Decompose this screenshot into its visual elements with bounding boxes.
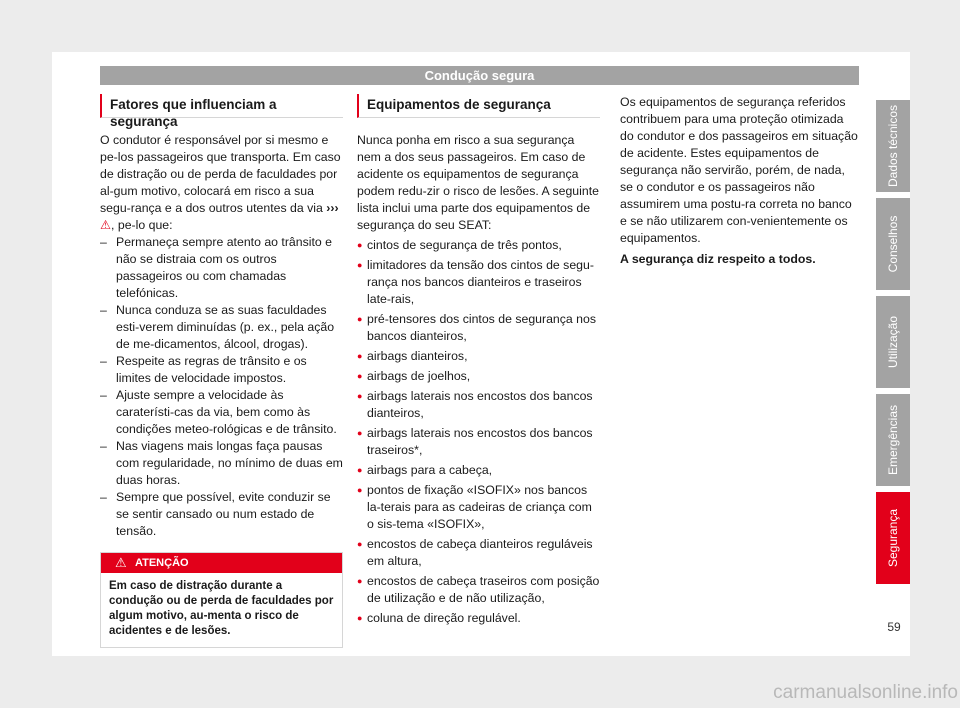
list-item: – Respeite as regras de trânsito e os limites de velocidade impostos. [100, 353, 343, 387]
list-item: – Nas viagens mais longas faça pausas com regularidade, no mínimo de duas em duas horas. [100, 438, 343, 489]
list-item: ● airbags laterais nos encostos dos bancos dianteiros, [357, 388, 600, 422]
section-title: Fatores que influenciam a segurança [100, 94, 343, 118]
warning-text: Em caso de distração durante a condução ou de perda de faculdades por algum motivo, au-menta o risco de acidentes e de lesões. [109, 580, 334, 637]
list-item: ● airbags laterais nos encostos dos bancos traseiros*, [357, 425, 600, 459]
page-header: Condução segura [100, 66, 859, 85]
list-item: – Sempre que possível, evite conduzir se se sentir cansado ou num estado de tensão. [100, 489, 343, 540]
tab-seguranca[interactable]: Segurança [876, 492, 910, 584]
section-title: Equipamentos de segurança [357, 94, 600, 118]
column-middle [357, 94, 600, 627]
page-number: 59 [887, 620, 901, 634]
warning-header: ⚠ ATENÇÃO [101, 553, 342, 573]
equipment-list [357, 237, 600, 627]
chapter-tabs [876, 100, 910, 590]
warning-box [100, 552, 343, 648]
tab-utilizacao[interactable]: Utilização [876, 296, 910, 388]
warning-icon: ⚠ [100, 218, 112, 232]
list-item: ● coluna de direção regulável. [357, 610, 600, 627]
list-item: ● cintos de segurança de três pontos, [357, 237, 600, 254]
list-item: ● limitadores da tensão dos cintos de segu-rança nos bancos dianteiros e traseiros late-rais, [357, 257, 600, 308]
column-right [620, 94, 860, 268]
reference-arrow: ››› [326, 201, 339, 215]
tab-emergencias[interactable]: Emergências [876, 394, 910, 486]
paragraph: Os equipamentos de segurança referidos contribuem para uma proteção otimizada do condutor e dos passageiros em situação de acidente. Estes equipamentos de segurança não servirão, porém, de nada, se o condutor e os passageiros não assumirem uma postu-ra correta no banco e se não utilizarem con-venientemente os equipamentos. [620, 95, 858, 245]
list-item: ● encostos de cabeça dianteiros reguláveis em altura, [357, 536, 600, 570]
bold-statement: A segurança diz respeito a todos. [620, 252, 816, 266]
list-item: ● pontos de fixação «ISOFIX» nos bancos la-terais para as cadeiras de criança com o sis-tema «ISOFIX», [357, 482, 600, 533]
tab-dados-tecnicos[interactable]: Dados técnicos [876, 100, 910, 192]
intro-paragraph: O condutor é responsável por si mesmo e pe-los passageiros que transporta. Em caso de distração ou de perda de faculdades por al-gum motivo, colocará em risco a sua segu-rança e a dos outros utentes da via ››› ⚠, pe-lo que: [100, 133, 341, 232]
intro-paragraph: Nunca ponha em risco a sua segurança nem a dos seus passageiros. Em caso de acidente os equipamentos de segurança podem redu-zir o risco de lesões. A seguinte lista inclui uma parte dos equipamentos de segurança do seu SEAT: [357, 133, 599, 232]
list-item: ● airbags dianteiros, [357, 348, 600, 365]
watermark: carmanualsonline.info [773, 682, 958, 703]
list-item: – Ajuste sempre a velocidade às caraterísti-cas da via, bem como às condições meteo-rológicas e de trânsito. [100, 387, 343, 438]
warning-triangle-icon: ⚠ [115, 555, 127, 570]
rules-list [100, 234, 343, 540]
list-item: – Permaneça sempre atento ao trânsito e não se distraia com os outros passageiros ou com chamadas telefónicas. [100, 234, 343, 302]
tab-conselhos[interactable]: Conselhos [876, 198, 910, 290]
list-item: ● airbags de joelhos, [357, 368, 600, 385]
list-item: ● airbags para a cabeça, [357, 462, 600, 479]
list-item: – Nunca conduza se as suas faculdades esti-verem diminuídas (p. ex., pela ação de me-dicamentos, álcool, drogas). [100, 302, 343, 353]
list-item: ● pré-tensores dos cintos de segurança nos bancos dianteiros, [357, 311, 600, 345]
list-item: ● encostos de cabeça traseiros com posição de utilização e de não utilização, [357, 573, 600, 607]
column-left [100, 94, 343, 648]
